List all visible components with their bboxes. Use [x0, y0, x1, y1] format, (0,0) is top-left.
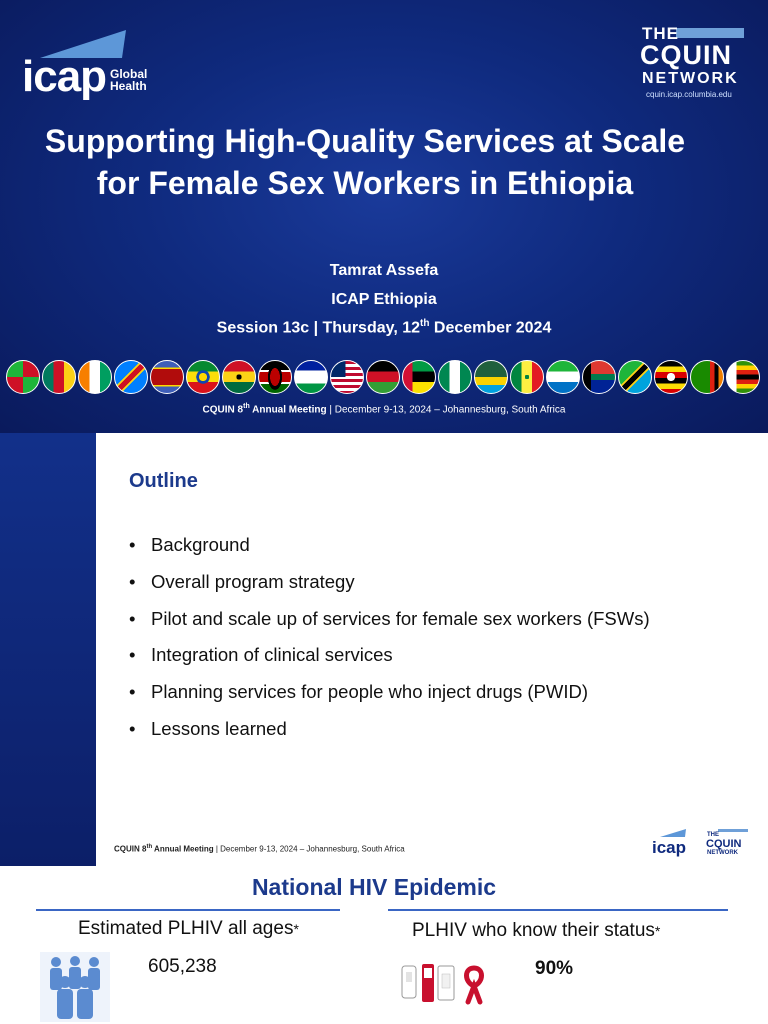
- right-divider: [388, 909, 728, 911]
- slide1-footer: [0, 403, 768, 415]
- icap-wing-icon: [660, 829, 686, 837]
- eswatini-flag-icon: [150, 360, 184, 394]
- icap-logo: [22, 28, 162, 100]
- bullet: •: [129, 644, 136, 666]
- title-slide: [0, 0, 768, 433]
- outline-item: [129, 715, 650, 752]
- outline-item: [129, 678, 650, 715]
- people-group-icon: [40, 952, 110, 1022]
- cquin-url: cquin.icap.columbia.edu: [646, 90, 732, 99]
- slide-title: Supporting High-Quality Services at Scale for Female Sex Workers in Ethiopia: [44, 123, 686, 201]
- outline-slide: [0, 433, 768, 866]
- outline-list: [129, 531, 650, 752]
- bullet: •: [129, 607, 136, 629]
- hiv-test-kit-icon: [398, 962, 494, 1008]
- uganda-flag-icon: [654, 360, 688, 394]
- footer-details: | December 9-13, 2024 – Johannesburg, South Africa: [326, 404, 566, 416]
- bullet: •: [129, 681, 136, 703]
- footer-event: CQUIN 8: [202, 404, 244, 416]
- presenter-organization: ICAP Ethiopia: [331, 291, 437, 308]
- outline-item-text: Overall program strategy: [151, 570, 355, 592]
- south-africa-flag-icon: [582, 360, 616, 394]
- liberia-flag-icon: [330, 360, 364, 394]
- sierra-leone-flag-icon: [546, 360, 580, 394]
- burundi-flag-icon: [6, 360, 40, 394]
- outline-item: [129, 568, 650, 605]
- cquin-logo: [636, 24, 752, 104]
- bullet: •: [129, 717, 136, 739]
- cquin-bar: [676, 28, 744, 38]
- outline-item: [129, 531, 650, 568]
- plhiv-estimate-label-text: Estimated PLHIV all ages: [78, 918, 294, 939]
- outline-item-text: Lessons learned: [151, 717, 287, 739]
- zimbabwe-flag-icon: [726, 360, 760, 394]
- senegal-flag-icon: [510, 360, 544, 394]
- tanzania-flag-icon: [618, 360, 652, 394]
- malawi-flag-icon: [366, 360, 400, 394]
- outline-title: Outline: [129, 470, 198, 492]
- footer-event: CQUIN 8: [114, 844, 147, 854]
- icap-subtitle: Global Health: [110, 67, 148, 93]
- slide-sidebar: [0, 433, 96, 866]
- svg-text:THE: THE: [707, 832, 719, 838]
- plhiv-estimate-value: 605,238: [148, 956, 217, 977]
- cameroon-flag-icon: [42, 360, 76, 394]
- ghana-flag-icon: [222, 360, 256, 394]
- mozambique-flag-icon: [402, 360, 436, 394]
- footnote-marker: *: [654, 923, 661, 939]
- outline-item-text: Background: [151, 534, 250, 555]
- outline-item-text: Integration of clinical services: [151, 644, 393, 666]
- red-ribbon-icon: [467, 968, 482, 1002]
- footer-event-rest: Annual Meeting: [249, 404, 327, 416]
- slide2-footer: [114, 844, 405, 854]
- footer-details: | December 9-13, 2024 – Johannesburg, South Africa: [213, 844, 405, 854]
- session-info: [0, 318, 768, 337]
- plhiv-status-value: 90%: [535, 958, 574, 979]
- country-flags: [6, 360, 762, 396]
- plhiv-status-label: [412, 920, 660, 942]
- svg-text:NETWORK: NETWORK: [707, 850, 738, 856]
- bullet: •: [129, 534, 136, 555]
- plhiv-status-label-text: PLHIV who know their status: [412, 920, 655, 941]
- rwanda-flag-icon: [474, 360, 508, 394]
- outline-item-text: Pilot and scale up of services for female sex workers (FSWs): [151, 607, 650, 629]
- footer-event-rest: Annual Meeting: [152, 844, 214, 854]
- bullet: •: [129, 570, 136, 592]
- footer-superscript: th: [146, 844, 153, 850]
- outline-item: [129, 605, 650, 642]
- ethiopia-flag-icon: [186, 360, 220, 394]
- cote-divoire-flag-icon: [78, 360, 112, 394]
- presenter-name: Tamrat Assefa: [329, 262, 439, 279]
- drc-flag-icon: [114, 360, 148, 394]
- footer-logos: [652, 827, 752, 857]
- left-divider: [36, 909, 340, 911]
- nigeria-flag-icon: [438, 360, 472, 394]
- outline-item: [129, 641, 650, 678]
- epidemic-slide: [0, 866, 768, 1024]
- epidemic-title: National HIV Epidemic: [251, 874, 497, 900]
- cquin-network: NETWORK: [642, 70, 739, 87]
- icap-wordmark: icap: [22, 52, 107, 101]
- lesotho-flag-icon: [294, 360, 328, 394]
- session-prefix: Session 13c | Thursday, 12: [216, 319, 421, 337]
- plhiv-estimate-label: [78, 918, 299, 940]
- svg-text:CQUIN: CQUIN: [706, 838, 742, 850]
- footnote-marker: *: [293, 921, 299, 937]
- kenya-flag-icon: [258, 360, 292, 394]
- zambia-flag-icon: [690, 360, 724, 394]
- session-suffix: December 2024: [429, 319, 552, 337]
- footer-superscript: th: [243, 403, 250, 410]
- cquin-name: CQUIN: [640, 40, 732, 70]
- session-superscript: th: [420, 318, 430, 329]
- icap-mini-text: icap: [652, 838, 687, 857]
- outline-item-text: Planning services for people who inject drugs (PWID): [151, 681, 588, 703]
- cquin-the: THE: [642, 24, 679, 43]
